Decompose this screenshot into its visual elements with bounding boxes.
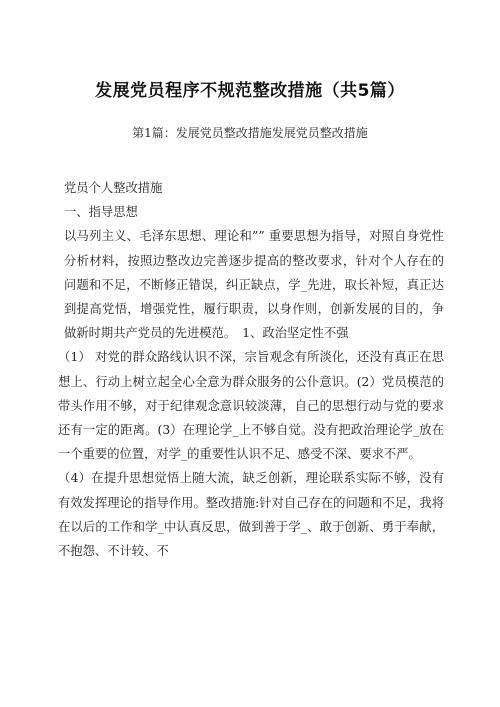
document-body (58, 176, 444, 563)
paragraph-measures: （4）在提升思想觉悟上随大流，缺乏创新，理论联系实际不够，没有有效发挥理论的指导作用。整改措施:针对自己存在的问题和不足，我将在以后的工作和学_中认真反思，做到善于学_、敢于创新、勇于奉献，不抱怨、不计较、不 (58, 471, 444, 559)
paragraph-guiding: 以马列主义、毛泽东思想、理论和”” 重要思想为指导，对照自身党性分析材料，按照边整改边完善逐步提高的整改要求，针对个人存在的问题和不足，不断修正错误，纠正缺点，学_先进，取长补短，真正达到提高党悟，增强党性，履行职责，以身作则，创新发展的目的，争做新时期共产党员的先进模范。 1、政治坚定性不强 (64, 229, 444, 341)
paragraph-problems: （1） 对党的群众路线认识不深，宗旨观念有所淡化，还没有真正在思想上、行动上树立起全心全意为群众服务的公仆意识。(2）党员模范的带头作用不够，对于纪律观念意识较淡薄，自己的思想行动与党的要求还有一定的距离。(3）在理论学_上不够自觉。没有把政治理论学_放在一个重要的位置，对学_的重要性认识不足、感受不深、要求不严。 (58, 350, 444, 462)
document-subtitle: 第1篇：发展党员整改措施发展党员整改措施 (132, 126, 368, 140)
section-heading-guiding: 一、指导思想 (64, 205, 138, 220)
document-title: 发展党员程序不规范整改措施（共5篇） (95, 81, 405, 101)
section-heading-personal: 党员个人整改措施 (64, 181, 163, 195)
